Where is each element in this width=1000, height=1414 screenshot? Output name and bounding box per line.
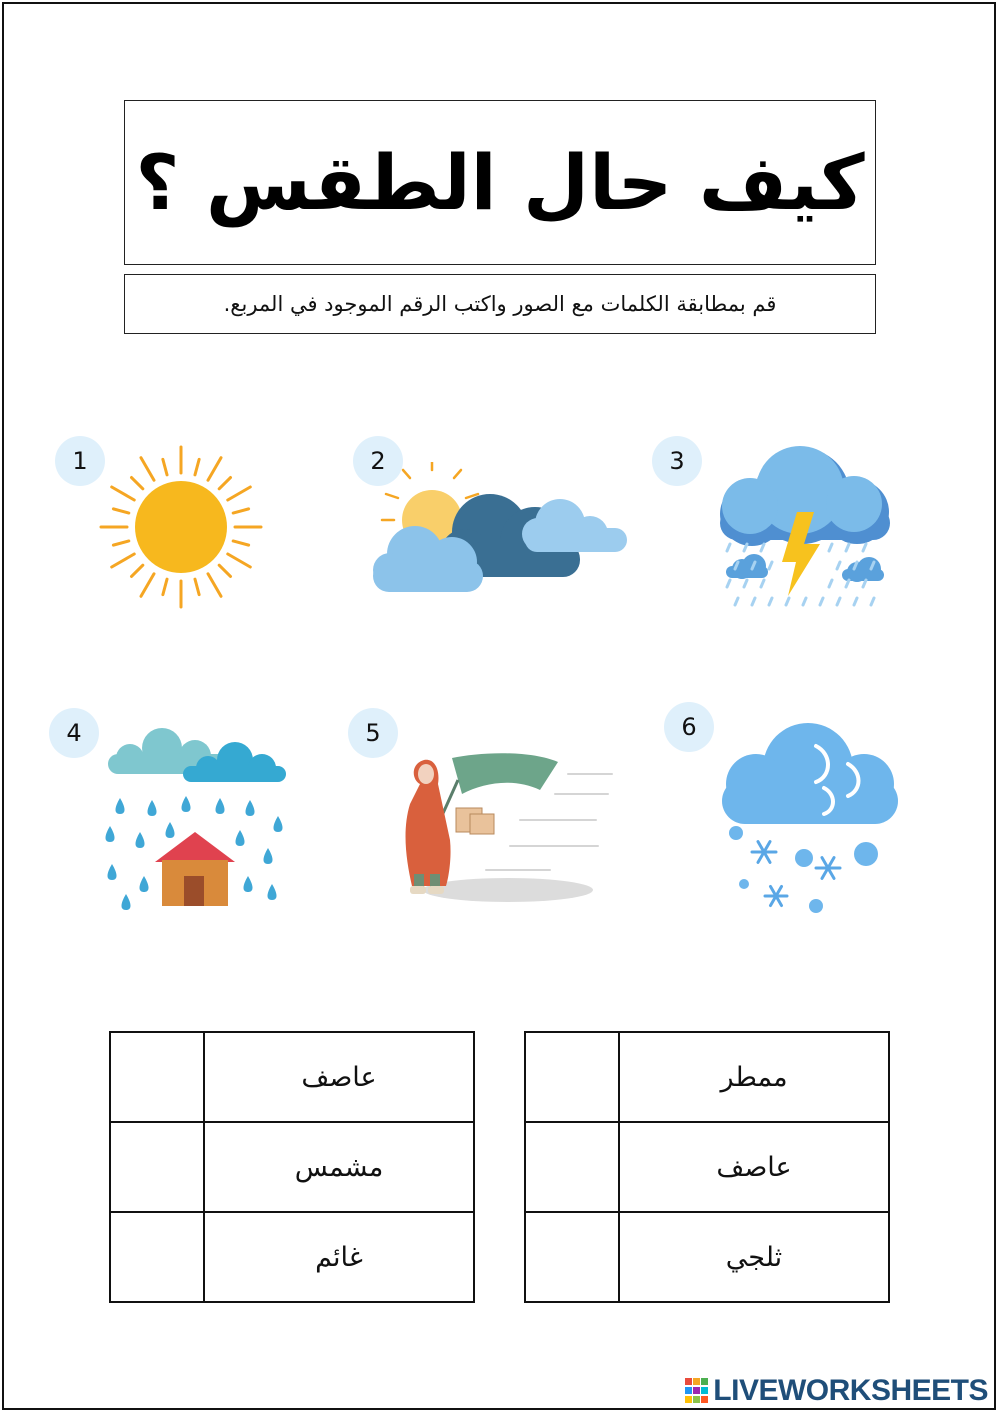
picture-number-3: 3 <box>652 436 702 486</box>
picture-number-5: 5 <box>348 708 398 758</box>
match-table-left <box>109 1031 475 1303</box>
windy-person-icon <box>390 750 620 910</box>
word-cell: غائم <box>204 1212 474 1302</box>
snow-cloud-icon <box>716 718 902 918</box>
title-box <box>124 100 876 265</box>
answer-box[interactable] <box>525 1122 619 1212</box>
partly-cloudy-icon <box>370 462 630 602</box>
picture-number-6: 6 <box>664 702 714 752</box>
match-table-right <box>524 1031 890 1303</box>
answer-box[interactable] <box>525 1032 619 1122</box>
answer-box[interactable] <box>110 1122 204 1212</box>
brand-logo[interactable] <box>685 1374 988 1408</box>
word-cell: مشمس <box>204 1122 474 1212</box>
instruction-text: قم بمطابقة الكلمات مع الصور واكتب الرقم الموجود في المربع. <box>223 292 777 316</box>
page-title: كيف حال الطقس ؟ <box>135 138 865 227</box>
instruction-box <box>124 274 876 334</box>
table-row <box>110 1122 474 1212</box>
table-row <box>525 1122 889 1212</box>
table-row <box>110 1212 474 1302</box>
answer-box[interactable] <box>110 1032 204 1122</box>
table-row <box>110 1032 474 1122</box>
table-row <box>525 1212 889 1302</box>
thunderstorm-icon <box>712 444 894 624</box>
picture-number-1: 1 <box>55 436 105 486</box>
liveworksheets-logo-icon <box>685 1378 709 1404</box>
word-cell: عاصف <box>619 1122 889 1212</box>
word-cell: عاصف <box>204 1032 474 1122</box>
rain-house-icon <box>100 726 290 912</box>
answer-box[interactable] <box>525 1212 619 1302</box>
word-cell: ثلجي <box>619 1212 889 1302</box>
word-cell: ممطر <box>619 1032 889 1122</box>
picture-number-4: 4 <box>49 708 99 758</box>
answer-box[interactable] <box>110 1212 204 1302</box>
picture-number-2: 2 <box>353 436 403 486</box>
brand-text: LIVEWORKSHEETS <box>713 1374 988 1407</box>
sun-icon <box>98 444 264 610</box>
table-row <box>525 1032 889 1122</box>
